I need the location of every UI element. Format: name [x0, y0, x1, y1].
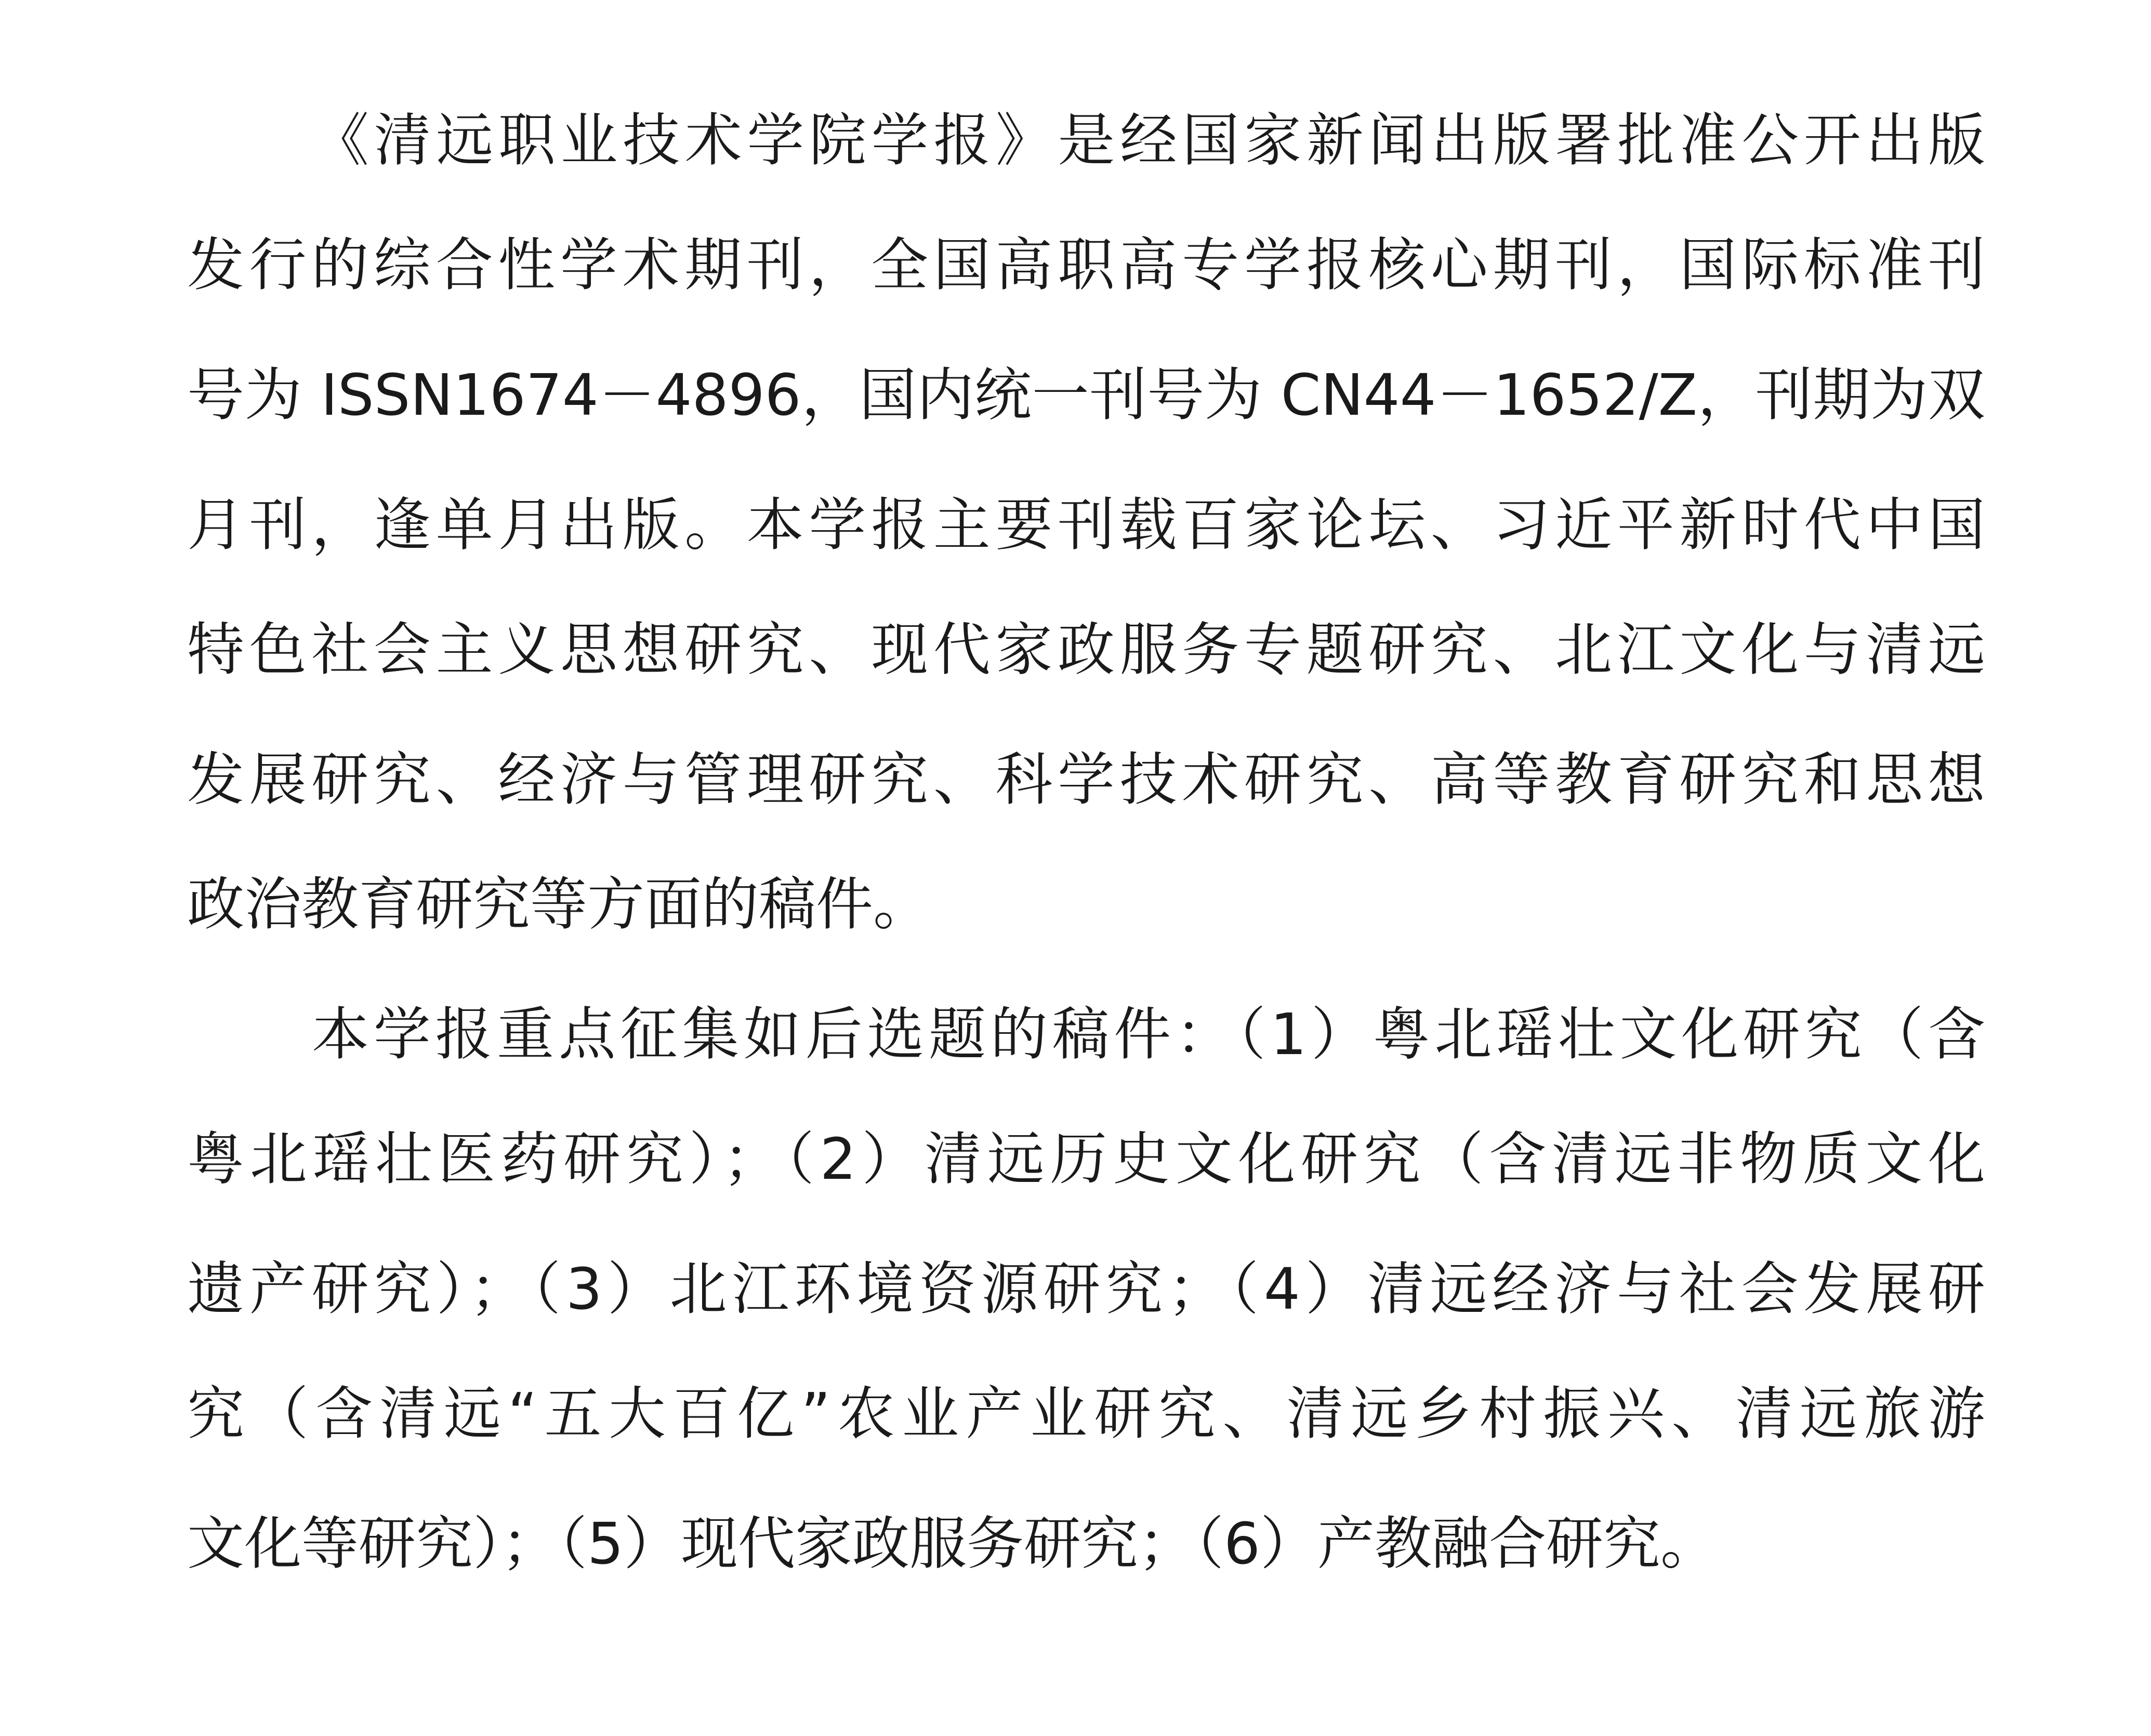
text-line: 文化等研究）；（5）现代家政服务研究；（6）产教融合研究。 [187, 1510, 1718, 1577]
text-line: 究（含清远“五大百亿”农业产业研究、清远乡村振兴、清远旅游 [187, 1380, 1985, 1447]
text-line: 特色社会主义思想研究、现代家政服务专题研究、北江文化与清远 [187, 616, 1985, 683]
text-line: 粤北瑶壮医药研究）；（2）清远历史文化研究（含清远非物质文化 [187, 1126, 1985, 1192]
text-line: 政治教育研究等方面的稿件。 [187, 871, 930, 938]
text-line: 遗产研究）；（3）北江环境资源研究；（4）清远经济与社会发展研 [187, 1256, 1985, 1322]
text-line: 发行的综合性学术期刊，全国高职高专学报核心期刊，国际标准刊 [187, 232, 1985, 298]
text-line: 月刊，逢单月出版。本学报主要刊载百家论坛、习近平新时代中国 [187, 492, 1985, 558]
text-line: 《清远职业技术学院学报》是经国家新闻出版署批准公开出版 [312, 107, 1985, 174]
text-line: 号为 ISSN1674－4896，国内统一刊号为 CN44－1652/Z，刊期为双 [187, 362, 1985, 428]
text-line: 本学报重点征集如后选题的稿件：（1）粤北瑶壮文化研究（含 [312, 1001, 1985, 1068]
text-line: 发展研究、经济与管理研究、科学技术研究、高等教育研究和思想 [187, 746, 1985, 813]
